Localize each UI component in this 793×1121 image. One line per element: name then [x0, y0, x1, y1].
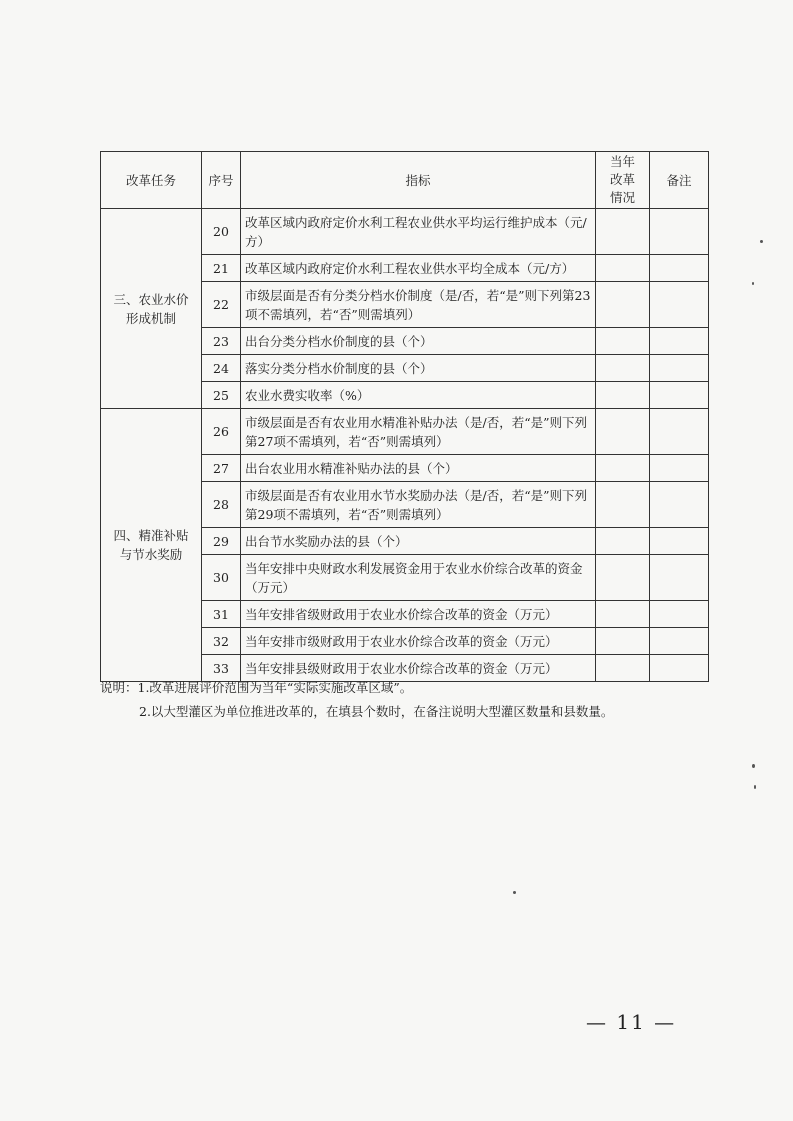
- status-cell[interactable]: [596, 555, 650, 601]
- reform-indicator-table: [100, 151, 709, 682]
- indicator-cell: 出台分类分档水价制度的县（个）: [241, 328, 596, 355]
- seq-cell: 25: [202, 382, 241, 409]
- seq-cell: 29: [202, 528, 241, 555]
- note-line-1: 说明：1.改革进展评价范围为当年“实际实施改革区域”。: [100, 680, 413, 695]
- scan-speck: [752, 282, 754, 285]
- status-cell[interactable]: [596, 355, 650, 382]
- table-header-row: [101, 152, 709, 209]
- status-cell[interactable]: [596, 628, 650, 655]
- task-cell: 三、农业水价形成机制: [101, 209, 202, 409]
- header-task: 改革任务: [101, 152, 202, 209]
- seq-cell: 31: [202, 601, 241, 628]
- table-row: [101, 209, 709, 255]
- header-status: 当年改革情况: [596, 152, 650, 209]
- status-cell[interactable]: [596, 282, 650, 328]
- seq-cell: 23: [202, 328, 241, 355]
- status-cell[interactable]: [596, 328, 650, 355]
- status-cell[interactable]: [596, 209, 650, 255]
- indicator-cell: 当年安排市级财政用于农业水价综合改革的资金（万元）: [241, 628, 596, 655]
- seq-cell: 32: [202, 628, 241, 655]
- indicator-cell: 农业水费实收率（%）: [241, 382, 596, 409]
- seq-cell: 30: [202, 555, 241, 601]
- remark-cell[interactable]: [650, 455, 709, 482]
- remark-cell[interactable]: [650, 328, 709, 355]
- indicator-cell: 市级层面是否有分类分档水价制度（是/否，若“是”则下列第23项不需填列，若“否”则需填列）: [241, 282, 596, 328]
- remark-cell[interactable]: [650, 209, 709, 255]
- remark-cell[interactable]: [650, 382, 709, 409]
- seq-cell: 33: [202, 655, 241, 682]
- notes: [100, 676, 720, 724]
- table-row: [101, 409, 709, 455]
- remark-cell[interactable]: [650, 355, 709, 382]
- remark-cell[interactable]: [650, 282, 709, 328]
- header-seq: 序号: [202, 152, 241, 209]
- indicator-cell: 当年安排中央财政水利发展资金用于农业水价综合改革的资金（万元）: [241, 555, 596, 601]
- remark-cell[interactable]: [650, 555, 709, 601]
- seq-cell: 27: [202, 455, 241, 482]
- seq-cell: 24: [202, 355, 241, 382]
- status-cell[interactable]: [596, 455, 650, 482]
- remark-cell[interactable]: [650, 409, 709, 455]
- header-indicator: 指标: [241, 152, 596, 209]
- seq-cell: 22: [202, 282, 241, 328]
- indicator-cell: 改革区域内政府定价水利工程农业供水平均运行维护成本（元/方）: [241, 209, 596, 255]
- remark-cell[interactable]: [650, 601, 709, 628]
- seq-cell: 26: [202, 409, 241, 455]
- status-cell[interactable]: [596, 482, 650, 528]
- status-cell[interactable]: [596, 601, 650, 628]
- scan-speck: [513, 891, 516, 894]
- indicator-cell: 出台农业用水精准补贴办法的县（个）: [241, 455, 596, 482]
- indicator-cell: 市级层面是否有农业用水节水奖励办法（是/否，若“是”则下列第29项不需填列，若“否”则需填列）: [241, 482, 596, 528]
- indicator-cell: 当年安排县级财政用于农业水价综合改革的资金（万元）: [241, 655, 596, 682]
- note-line-2: 2.以大型灌区为单位推进改革的，在填县个数时，在备注说明大型灌区数量和县数量。: [139, 704, 614, 719]
- status-cell[interactable]: [596, 409, 650, 455]
- indicator-cell: 改革区域内政府定价水利工程农业供水平均全成本（元/方）: [241, 255, 596, 282]
- header-remark: 备注: [650, 152, 709, 209]
- indicator-cell: 落实分类分档水价制度的县（个）: [241, 355, 596, 382]
- seq-cell: 21: [202, 255, 241, 282]
- remark-cell[interactable]: [650, 528, 709, 555]
- indicator-cell: 出台节水奖励办法的县（个）: [241, 528, 596, 555]
- remark-cell[interactable]: [650, 628, 709, 655]
- indicator-cell: 市级层面是否有农业用水精准补贴办法（是/否，若“是”则下列第27项不需填列，若“否”则需填列）: [241, 409, 596, 455]
- seq-cell: 28: [202, 482, 241, 528]
- remark-cell[interactable]: [650, 255, 709, 282]
- status-cell[interactable]: [596, 255, 650, 282]
- scan-speck: [754, 785, 756, 789]
- page-number: — 11 —: [586, 1010, 677, 1034]
- indicator-cell: 当年安排省级财政用于农业水价综合改革的资金（万元）: [241, 601, 596, 628]
- seq-cell: 20: [202, 209, 241, 255]
- scan-speck: [760, 240, 763, 243]
- status-cell[interactable]: [596, 528, 650, 555]
- remark-cell[interactable]: [650, 482, 709, 528]
- scan-speck: [752, 764, 755, 768]
- task-cell: 四、精准补贴与节水奖励: [101, 409, 202, 682]
- status-cell[interactable]: [596, 382, 650, 409]
